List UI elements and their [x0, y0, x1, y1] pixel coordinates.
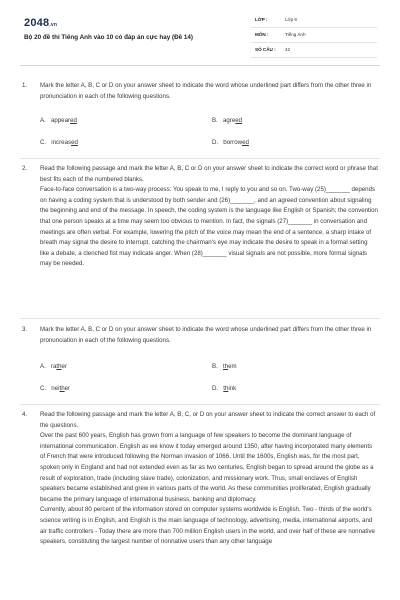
- meta-subject-value: Tiếng Anh: [285, 32, 306, 37]
- question-body: [40, 410, 378, 548]
- meta-subject: [251, 28, 377, 43]
- meta-class: [251, 13, 377, 28]
- question-prompt: Mark the letter A, B, C or D on your answer sheet to indicate the word whose underlined part differs from the other three in pronunciation in each of the following questions.: [40, 82, 372, 100]
- option-c[interactable]: C. increased: [40, 139, 78, 146]
- meta-count: [251, 43, 377, 58]
- option-b[interactable]: B. agreed: [212, 117, 243, 124]
- option-a[interactable]: A. appeared: [40, 117, 77, 124]
- question-divider: [20, 404, 380, 405]
- meta-count-label: SỐ CÂU :: [255, 47, 276, 52]
- reading-passage: Currently, about 80 percent of the information stored on computer systems worldwide is English. Two - thirds of the world's science writing is in English, and English is the main language of technology, advertising, media, international airports, and air traffic controllers - Today there are more than 700 million English users in the world, and over half of these are nonnative speakers, constituting the largest number of nonnative users than any other language: [40, 506, 375, 546]
- page-title: Bộ 20 đề thi Tiếng Anh vào 10 có đáp án cực hay (Đề 14): [24, 34, 194, 41]
- logo-suffix: .vn: [49, 22, 58, 28]
- header-divider: [20, 65, 380, 66]
- option-d[interactable]: D. borrowed: [212, 139, 249, 146]
- meta-count-value: 42: [285, 47, 291, 52]
- question-prompt: Read the following passage and mark the letter A, B, C, or D on your answer sheet to indicate the correct answer to each of the questions.: [40, 411, 376, 429]
- option-a[interactable]: A. rather: [40, 363, 67, 370]
- question-divider: [20, 158, 380, 159]
- meta-class-value: Lớp 9: [285, 17, 297, 22]
- question-body: [40, 164, 378, 270]
- site-logo[interactable]: [24, 17, 57, 29]
- question-number: 2.: [22, 165, 28, 172]
- option-d[interactable]: D. think: [212, 385, 237, 392]
- option-b[interactable]: B. them: [212, 363, 237, 370]
- option-c[interactable]: C. neither: [40, 385, 71, 392]
- question-number: 4.: [22, 411, 28, 418]
- question-prompt: Mark the letter A, B, C or D on your answer sheet to indicate the word whose underlined part differs from the other three in pronunciation in each of the following questions.: [40, 326, 372, 344]
- logo-main: 2048: [24, 17, 50, 29]
- reading-passage: Over the past 600 years, English has grown from a language of few speakers to become the dominant language of international communication. English as we know it today emerged around 1350, after having incorporated many elements of French that were introduced following the Norman invasion of 1066. Until the 1600s, English was, for the most part, spoken only in England and had not extended even as far as two centuries, English began to spread around the globe as a result of exploration, trade (including slave trade), colonization, and missionary work. Thus, small enclaves of English speakers became established and grew in various parts of the world. As these communities proliferated, English gradually became the primary language of international business, banking and diplomacy.: [40, 432, 374, 503]
- reading-passage: Face-to-face conversation is a two-way process: You speak to me, I reply to you and so on. Two-way (25)_______ depends on having a coding system that is understood by both sender and (26)_______, and an agreed convention about signaling the beginning and end of the message. In speech, the coding system is the language like English or Spanish; the convention that one person speaks at a time may seem too obvious to mention. In fact, the signals (27)_______ in conversation and meetings are often verbal. For example, lowering the pitch of the voice may mean the end of a sentence, a sharp intake of breath may signal the desire to interrupt, catching the chairman's eye may indicate the desire to speak in a formal setting like a debate, a clenched fist may indicate anger. When (28)_______ visual signals are not possible, more formal signals may be needed.: [40, 186, 378, 268]
- question-prompt: Read the following passage and mark the letter A, B, C or D on your answer sheet to indicate the correct word or phrase that best fits each of the numbered blanks.: [40, 165, 378, 183]
- question-number: 1.: [22, 82, 28, 89]
- question-divider: [20, 318, 380, 319]
- meta-class-label: LỚP :: [255, 17, 268, 22]
- question-number: 3.: [22, 326, 28, 333]
- meta-subject-label: MÔN :: [255, 32, 269, 37]
